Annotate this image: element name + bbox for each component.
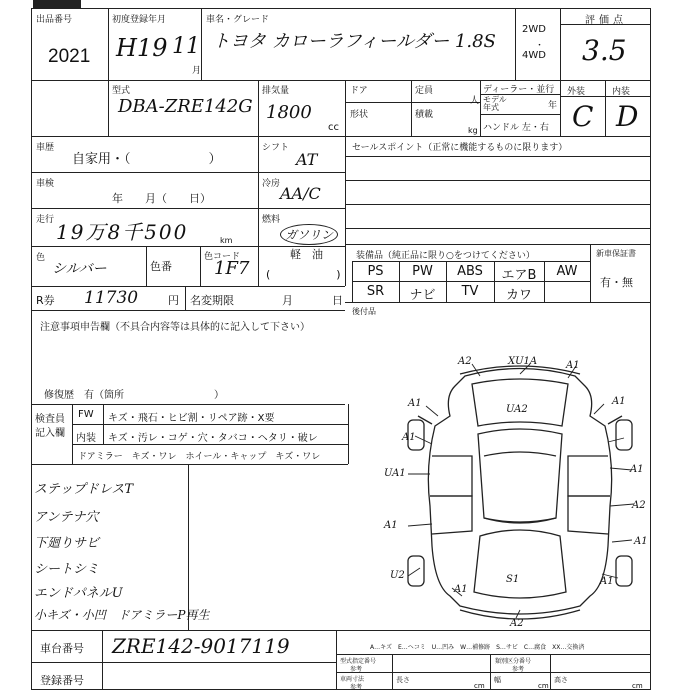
inspector-title-1: 検査員 xyxy=(35,414,65,425)
car-damage-diagram xyxy=(380,356,650,628)
capacity-unit: 人 xyxy=(470,96,480,106)
diagram-mark-10: A1 xyxy=(384,520,398,531)
ac-label: 冷房 xyxy=(262,179,281,189)
drive-2wd: 2WD xyxy=(522,24,546,35)
recycle-value: 11730 xyxy=(84,288,139,308)
color-code-value: 1F7 xyxy=(214,258,250,279)
check-mirror-wheel: ドアミラー キズ・ワレ ホイール・キャップ キズ・ワレ xyxy=(78,452,321,462)
name-label: 車名・グレード xyxy=(206,15,270,25)
left-rear-door xyxy=(430,496,472,534)
name-change-month: 月 xyxy=(282,294,293,307)
type-designation-label: 型式指定番号 xyxy=(340,658,377,665)
diagram-mark-1: A2 xyxy=(458,356,472,367)
recycle-label: R券 xyxy=(36,294,55,307)
equip-leather: カワ xyxy=(505,288,532,303)
note-5: エンドパネルU xyxy=(34,586,123,601)
equip-pw: PW xyxy=(412,264,433,279)
name-change-label: 名変期限 xyxy=(190,294,234,307)
model-label: 型式 xyxy=(112,86,131,96)
exterior-label: 外装 xyxy=(567,87,586,97)
repair-history: 修復歴 有（箇所 ） xyxy=(44,390,224,401)
cc-unit: cc xyxy=(328,122,339,133)
reg-month: 11 xyxy=(172,34,200,59)
notes-label: 注意事項申告欄（不具合内容等は具体的に記入して下さい） xyxy=(40,322,310,333)
wheel-rr xyxy=(616,556,632,586)
equip-ps: PS xyxy=(367,264,384,279)
fuel-label: 燃料 xyxy=(262,215,281,225)
load-unit: kg xyxy=(468,126,478,135)
registration-label: 登録番号 xyxy=(40,674,84,687)
ref-label-1: 参考 xyxy=(350,666,363,673)
diagram-mark-7: A1 xyxy=(402,432,416,443)
color-label: 色 xyxy=(36,253,46,263)
width-label: 幅 xyxy=(494,676,501,684)
interior-grade: D xyxy=(616,100,639,133)
ref-label-3: 参考 xyxy=(350,684,363,691)
fuel-value: ガソリン xyxy=(280,224,338,245)
rear-hatch xyxy=(474,530,566,598)
after-parts-label: 後付品 xyxy=(352,307,376,316)
new-car-warranty-value: 有・無 xyxy=(600,276,633,289)
chassis-number: ZRE142-9017119 xyxy=(112,634,290,658)
wheel-fr xyxy=(616,420,632,450)
mileage-value: 19万8千500 xyxy=(56,220,189,244)
shape-label: 形状 xyxy=(350,110,369,120)
color-value: シルバー xyxy=(52,261,107,277)
new-car-warranty-label: 新車保証書 xyxy=(596,249,636,258)
right-front-door xyxy=(568,456,610,496)
note-6: 小キズ・小凹 ドアミラーP再生 xyxy=(34,608,210,622)
lot-number: 2021 xyxy=(48,46,91,67)
load-label: 積載 xyxy=(415,110,434,120)
note-4: シートシミ xyxy=(34,562,100,577)
mileage-unit: km xyxy=(220,236,233,245)
chassis-label: 車台番号 xyxy=(40,642,84,655)
mileage-label: 走行 xyxy=(36,215,55,225)
roof-line xyxy=(484,452,556,456)
door-label: ドア xyxy=(350,86,368,96)
cc-value: 1800 xyxy=(266,102,312,123)
roof xyxy=(478,429,562,522)
history-label: 車歴 xyxy=(36,143,55,153)
equipment-label: 装備品（純正品に限り○をつけてください） xyxy=(356,251,535,261)
history-value: 自家用・（ ） xyxy=(72,152,222,167)
diagram-mark-9: A1 xyxy=(630,464,644,475)
diagram-mark-8: UA1 xyxy=(384,468,406,479)
ref-label-2: 参考 xyxy=(512,666,525,673)
diagram-mark-15: A1 xyxy=(454,584,468,595)
corner-tab xyxy=(33,0,81,8)
height-unit: cm xyxy=(632,682,643,690)
drive-dot: ・ xyxy=(535,41,545,51)
name-change-day: 日 xyxy=(332,294,343,307)
check-fw-head: FW xyxy=(78,409,94,420)
note-2: アンテナ穴 xyxy=(34,510,99,525)
first-reg-label: 初度登録年月 xyxy=(112,15,167,25)
diagram-mark-16: A1 xyxy=(600,576,614,587)
dimensions-label: 車両寸法 xyxy=(340,676,365,683)
check-fw: キズ・飛石・ヒビ割・リペア跡・X要 xyxy=(108,413,275,424)
equip-abs: ABS xyxy=(457,264,483,279)
right-rear-door xyxy=(568,496,610,534)
model-year-label: モデル年式 xyxy=(483,95,507,112)
left-front-door xyxy=(430,456,472,496)
diagram-mark-17: A2 xyxy=(510,618,524,629)
diagram-mark-11: A2 xyxy=(632,500,646,511)
equip-airbag: エアB xyxy=(501,268,537,283)
capacity-label: 定員 xyxy=(415,86,434,96)
note-1: ステップドレスT xyxy=(34,482,134,497)
inspection-value: 年 月（ 日） xyxy=(112,192,211,205)
diagram-mark-4: A1 xyxy=(408,398,422,409)
era-year: H19 xyxy=(116,34,168,62)
diagram-mark-6: A1 xyxy=(612,396,626,407)
score-value: 3.5 xyxy=(582,34,627,67)
damage-legend: A…キズ E…ヘコミ U…凹み W…補修跡 S…サビ C…腐食 XX…交換済 xyxy=(370,644,585,651)
diagram-mark-3: A1 xyxy=(566,360,580,371)
check-interior-head: 内装 xyxy=(76,433,96,444)
score-label: 評価点 xyxy=(585,15,627,26)
hood xyxy=(472,379,568,426)
equip-tv: TV xyxy=(461,284,479,299)
light-oil-label: 軽 油 xyxy=(290,248,323,261)
lot-label: 出品番号 xyxy=(36,15,73,25)
width-unit: cm xyxy=(538,682,549,690)
length-label: 長さ xyxy=(396,676,410,684)
inspector-title-2: 記入欄 xyxy=(35,428,65,439)
ac-value: AA/C xyxy=(280,184,321,203)
cc-label: 排気量 xyxy=(262,86,290,96)
shift-label: シフト xyxy=(262,143,290,153)
diagram-mark-12: A1 xyxy=(634,536,648,547)
type-class-label: 類別区分番号 xyxy=(495,658,532,665)
car-name-grade: トヨタ カローラフィールダー 1.8S xyxy=(212,31,496,52)
diagram-mark-5: UA2 xyxy=(506,404,528,415)
diagram-mark-14: S1 xyxy=(506,574,520,585)
check-interior: キズ・汚レ・コゲ・穴・タバコ・ヘタリ・破レ xyxy=(108,433,318,444)
handle-label: ハンドル 左・右 xyxy=(483,123,549,133)
model-value: DBA-ZRE142G xyxy=(118,96,253,117)
equip-aw: AW xyxy=(556,264,578,279)
drive-4wd: 4WD xyxy=(522,50,546,61)
dealer-label: ディーラー・並行 xyxy=(483,85,555,95)
equip-sr: SR xyxy=(366,284,385,299)
equip-navi: ナビ xyxy=(409,288,436,303)
diagram-mark-13: U2 xyxy=(390,570,405,581)
shift-value: AT xyxy=(296,150,318,169)
color-no-label: 色番 xyxy=(150,260,172,273)
length-unit: cm xyxy=(474,682,485,690)
diagram-mark-2: XU1A xyxy=(508,356,538,367)
yen-unit: 円 xyxy=(168,294,179,307)
exterior-grade: C xyxy=(572,100,594,133)
month-unit: 月 xyxy=(192,66,202,76)
sales-point-label: セールスポイント（正常に機能するものに限ります） xyxy=(352,143,568,153)
height-label: 高さ xyxy=(554,676,568,684)
inspection-label: 車検 xyxy=(36,179,55,189)
note-3: 下廻りサビ xyxy=(34,536,100,551)
light-oil-paren: ( ) xyxy=(266,268,341,281)
year-unit: 年 xyxy=(548,101,558,111)
interior-label: 内装 xyxy=(612,87,631,97)
color-code-label: 色コード xyxy=(204,252,241,262)
